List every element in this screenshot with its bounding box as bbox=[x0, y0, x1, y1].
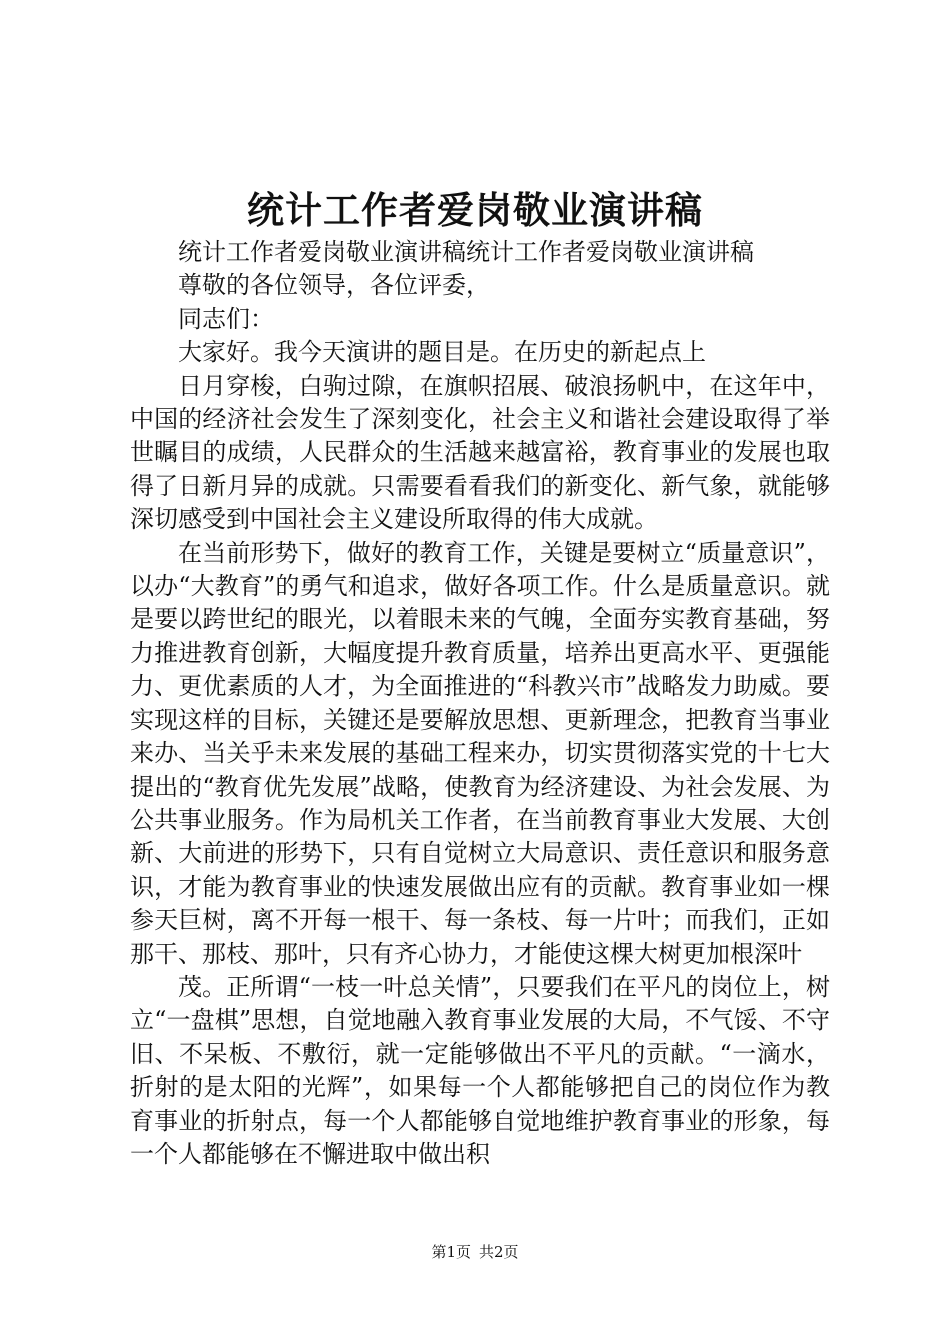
paragraph: 大家好。我今天演讲的题目是。在历史的新起点上 bbox=[178, 338, 706, 367]
paragraph: 在当前形势下，做好的教育工作，关键是要树立“质量意识”，以办“大教育”的勇气和追求，做好各项工作。什么是质量意识。就是要以跨世纪的眼光，以着眼未来的气魄，全面夯实教育基础，努力推进教育创新，大幅度提升教育质量，培养出更高水平、更强能力、更优素质的人才，为全面推进的“科教兴市”战略发力助威。要实现这样的目标，关键还是要解放思想、更新理念，把教育当事业来办、当关乎未来发展的基础工程来办，切实贯彻落实党的十七大提出的“教育优先发展”战略，使教育为经济建设、为社会发展、为公共事业服务。作为局机关工作者，在当前教育事业大发展、大创新、大前进的形势下，只有自觉树立大局意识、责任意识和服务意识，才能为教育事业的快速发展做出应有的贡献。教育事业如一棵参天巨树，离不开每一根干、每一条枝、每一片叶；而我们，正如那干、那枝、那叶，只有齐心协力，才能使这棵大树更加根深叶 bbox=[130, 538, 830, 968]
paragraph: 统计工作者爱岗敬业演讲稿统计工作者爱岗敬业演讲稿 bbox=[178, 238, 754, 266]
document-title: 统计工作者爱岗敬业演讲稿 bbox=[247, 188, 703, 232]
paragraph: 茂。正所谓“一枝一叶总关情”，只要我们在平凡的岗位上，树立“一盘棋”思想，自觉地融入教育事业发展的大局，不气馁、不守旧、不呆板、不敷衍，就一定能够做出不平凡的贡献。“一滴水，折射的是太阳的光辉”，如果每一个人都能够把自己的岗位作为教育事业的折射点，每一个人都能够自觉地维护教育事业的形象，每一个人都能够在不懈进取中做出积 bbox=[130, 972, 830, 1168]
document-body bbox=[130, 236, 830, 1171]
paragraph: 尊敬的各位领导，各位评委， bbox=[178, 271, 490, 300]
page-number: 第1页 bbox=[431, 1243, 471, 1261]
paragraph: 日月穿梭，白驹过隙，在旗帜招展、破浪扬帆中，在这年中，中国的经济社会发生了深刻变化，社会主义和谐社会建设取得了举世瞩目的成绩，人民群众的生活越来越富裕，教育事业的发展也取得了日新月异的成就。只需要看看我们的新变化、新气象，就能够深切感受到中国社会主义建设所取得的伟大成就。 bbox=[130, 371, 830, 534]
page-total: 共2页 bbox=[479, 1243, 519, 1261]
page-footer bbox=[0, 1242, 950, 1262]
paragraph: 同志们： bbox=[178, 304, 274, 333]
